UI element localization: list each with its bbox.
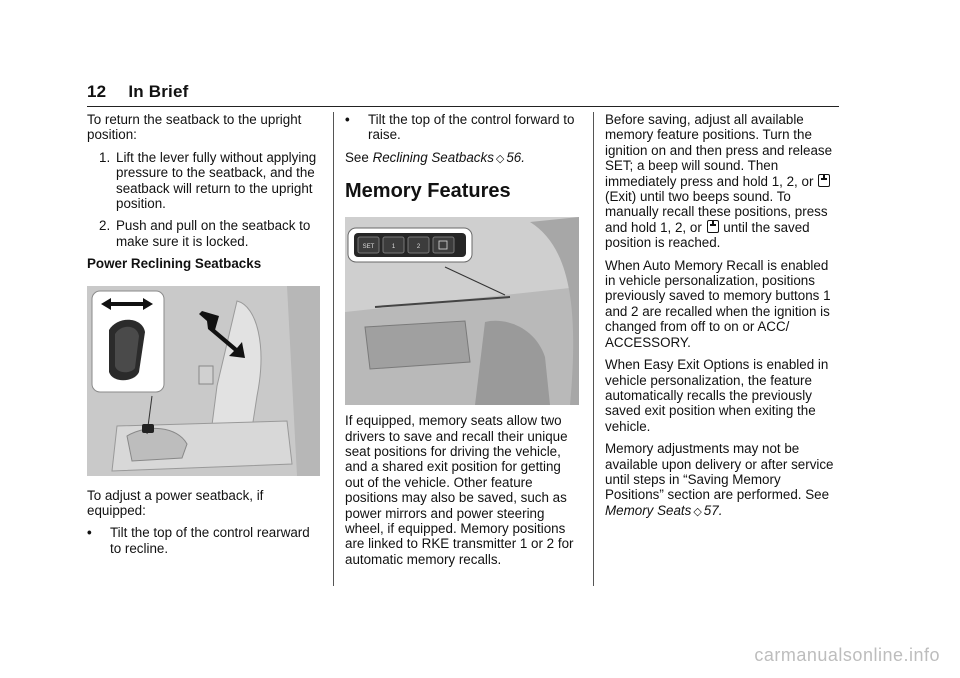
column-divider — [333, 112, 334, 586]
bullet-dot-icon: • — [345, 112, 350, 127]
memory-set-label: SET — [362, 244, 375, 251]
exit-icon — [707, 220, 719, 233]
page-reference-arrow-icon: ◇ — [495, 152, 505, 165]
save-text-c: until the saved position is reached. — [605, 219, 810, 251]
period: . — [718, 502, 723, 518]
page-reference-arrow-icon: ◇ — [693, 505, 702, 518]
bullet-text: Tilt the top of the control forward to raise. — [368, 112, 575, 143]
column-divider — [593, 112, 594, 586]
exit-icon — [818, 174, 830, 187]
section-heading: Memory Features — [345, 180, 511, 203]
bullet-dot-icon: • — [87, 525, 92, 541]
memory-buttons-illustration — [345, 217, 579, 405]
easy-exit-paragraph: When Easy Exit Options is enabled in vehicle personalization, the feature automatically recalls the previously saved exit position when exiting the vehicle. — [605, 357, 829, 434]
save-instructions — [605, 112, 841, 251]
memory-2-label: 2 — [416, 244, 421, 251]
reference-link[interactable]: Reclining Seatbacks — [372, 149, 494, 165]
auto-recall-paragraph: When Auto Memory Recall is enabled in vehicle personalization, positions previously saved to memory buttons 1 and 2 are recalled when the ignition is changed from off to on or ACC/ ACCESSORY. — [605, 257, 831, 350]
availability-paragraph — [605, 441, 841, 520]
intro-text: To return the seatback to the upright position: — [87, 112, 302, 143]
page-header — [87, 82, 839, 107]
section-title: In Brief — [128, 82, 189, 101]
power-seatback-illustration — [87, 286, 320, 476]
step-text: Push and pull on the seatback to make sure it is locked. — [116, 218, 311, 249]
column-3 — [605, 112, 841, 527]
column-1 — [87, 112, 323, 563]
step-number: 1. — [99, 149, 111, 165]
availability-text: Memory adjustments may not be available upon delivery or after service until steps in “Saving Memory Positions” section are performed. See — [605, 441, 834, 503]
see-prefix: See — [345, 149, 369, 165]
reference-page[interactable]: 56 — [506, 149, 522, 165]
reference-link[interactable]: Memory Seats — [605, 502, 692, 518]
watermark: carmanualsonline.info — [754, 645, 940, 665]
save-text-b: (Exit) until two beeps sound. To manually recall these positions, press and hold 1, 2, or — [605, 189, 828, 235]
save-text-a: Before saving, adjust all available memory feature positions. Turn the ignition on and then press and release SET; a beep will sound. Then immediately press and hold 1, 2, or — [605, 112, 833, 189]
bullet-text: Tilt the top of the control rearward to recline. — [110, 525, 310, 556]
column-2 — [345, 112, 581, 574]
step-text: Lift the lever fully without applying pressure to the seatback, and the seatback will return to the upright position. — [116, 149, 317, 212]
page-number: 12 — [87, 82, 107, 101]
step-number: 2. — [99, 218, 111, 234]
memory-1-label: 1 — [391, 244, 396, 251]
step-item — [87, 150, 323, 212]
bullet-item — [87, 525, 323, 556]
period: . — [521, 149, 525, 165]
power-intro-text: To adjust a power seatback, if equipped: — [87, 487, 264, 519]
subheading: Power Reclining Seatbacks — [87, 256, 262, 272]
memory-paragraph: If equipped, memory seats allow two drivers to save and recall their unique seat positions for driving the vehicle, and a shared exit position for getting out of the vehicle. Other feature positions may also be saved, such as power mirrors and power steering wheel, if equipped. Memory positions are linked to RKE transmitter 1 or 2 for automatic memory recalls. — [345, 413, 574, 567]
reference-page[interactable]: 57 — [703, 502, 719, 518]
step-item — [87, 218, 323, 249]
see-reference — [345, 150, 581, 167]
bullet-item — [345, 112, 581, 143]
